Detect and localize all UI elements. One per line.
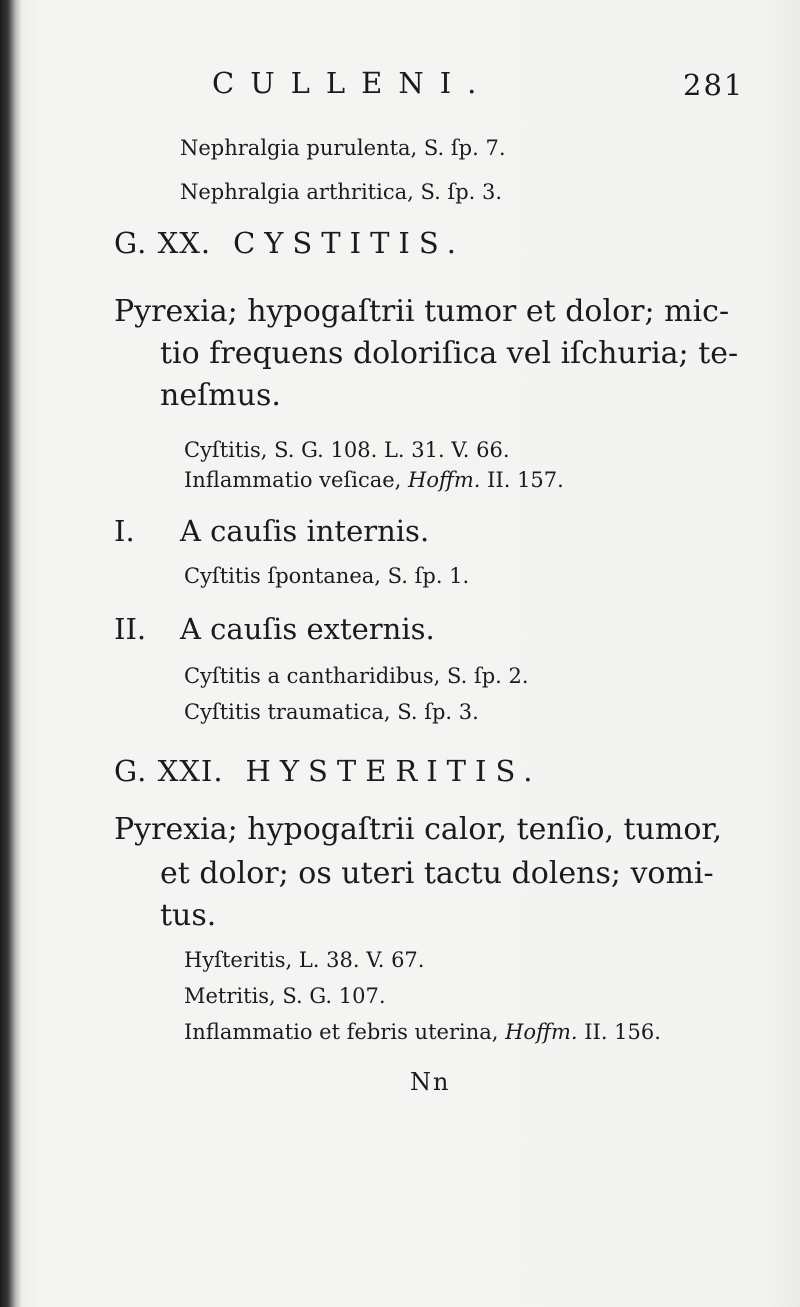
species-title: A cauſis externis. <box>180 612 435 646</box>
synonym-line: Cyſtitis ſpontanea, S. ſp. 1. <box>184 564 470 588</box>
species-heading <box>114 612 435 646</box>
synonym-line: Nephralgia arthritica, S. ſp. 3. <box>180 180 503 204</box>
synonym-line: Cyſtitis traumatica, S. ſp. 3. <box>184 700 479 724</box>
species-title: A cauſis internis. <box>180 514 430 548</box>
genus-number: G. XX. <box>114 226 212 260</box>
genus-name: CYSTITIS. <box>233 226 465 260</box>
genus-name: HYSTERITIS. <box>245 754 542 788</box>
synonym-line <box>184 468 564 492</box>
running-title: CULLENI. <box>212 66 493 100</box>
definition-line: Pyrexia; hypogaſtrii tumor et dolor; mic- <box>114 294 730 329</box>
genus-number: G. XXI. <box>114 754 224 788</box>
synonym-line: Metritis, S. G. 107. <box>184 984 386 1008</box>
synonym-author: Hoffm. <box>505 1020 578 1044</box>
species-number: II. <box>114 612 147 646</box>
synonym-line: Hyſteritis, L. 38. V. 67. <box>184 948 425 972</box>
synonym-ref: II. 156. <box>577 1020 661 1044</box>
synonym-line: Nephralgia purulenta, S. ſp. 7. <box>180 136 506 160</box>
synonym-line: Cyſtitis, S. G. 108. L. 31. V. 66. <box>184 438 510 462</box>
synonym-text: Inflammatio et febris uterina, <box>184 1020 506 1044</box>
synonym-line <box>184 1020 661 1044</box>
synonym-text: Inflammatio veſicae, <box>184 468 409 492</box>
definition-line: Pyrexia; hypogaſtrii calor, tenſio, tumor, <box>114 812 723 847</box>
synonym-ref: II. 157. <box>480 468 564 492</box>
signature-mark: Nn <box>410 1068 451 1096</box>
page-number: 281 <box>683 68 745 102</box>
definition-line: tus. <box>160 898 217 933</box>
definition-line: tio frequens doloriſica vel iſchuria; te- <box>160 336 739 371</box>
genus-heading-hysteritis <box>114 754 542 788</box>
page-gutter-shadow <box>0 0 22 1307</box>
definition-line: et dolor; os uteri tactu dolens; vomi- <box>160 856 714 891</box>
species-heading <box>114 514 429 548</box>
definition-line: neſmus. <box>160 378 281 413</box>
genus-heading-cystitis <box>114 226 465 260</box>
synonym-line: Cyſtitis a cantharidibus, S. ſp. 2. <box>184 664 529 688</box>
species-number: I. <box>114 514 135 548</box>
synonym-author: Hoffm. <box>408 468 481 492</box>
